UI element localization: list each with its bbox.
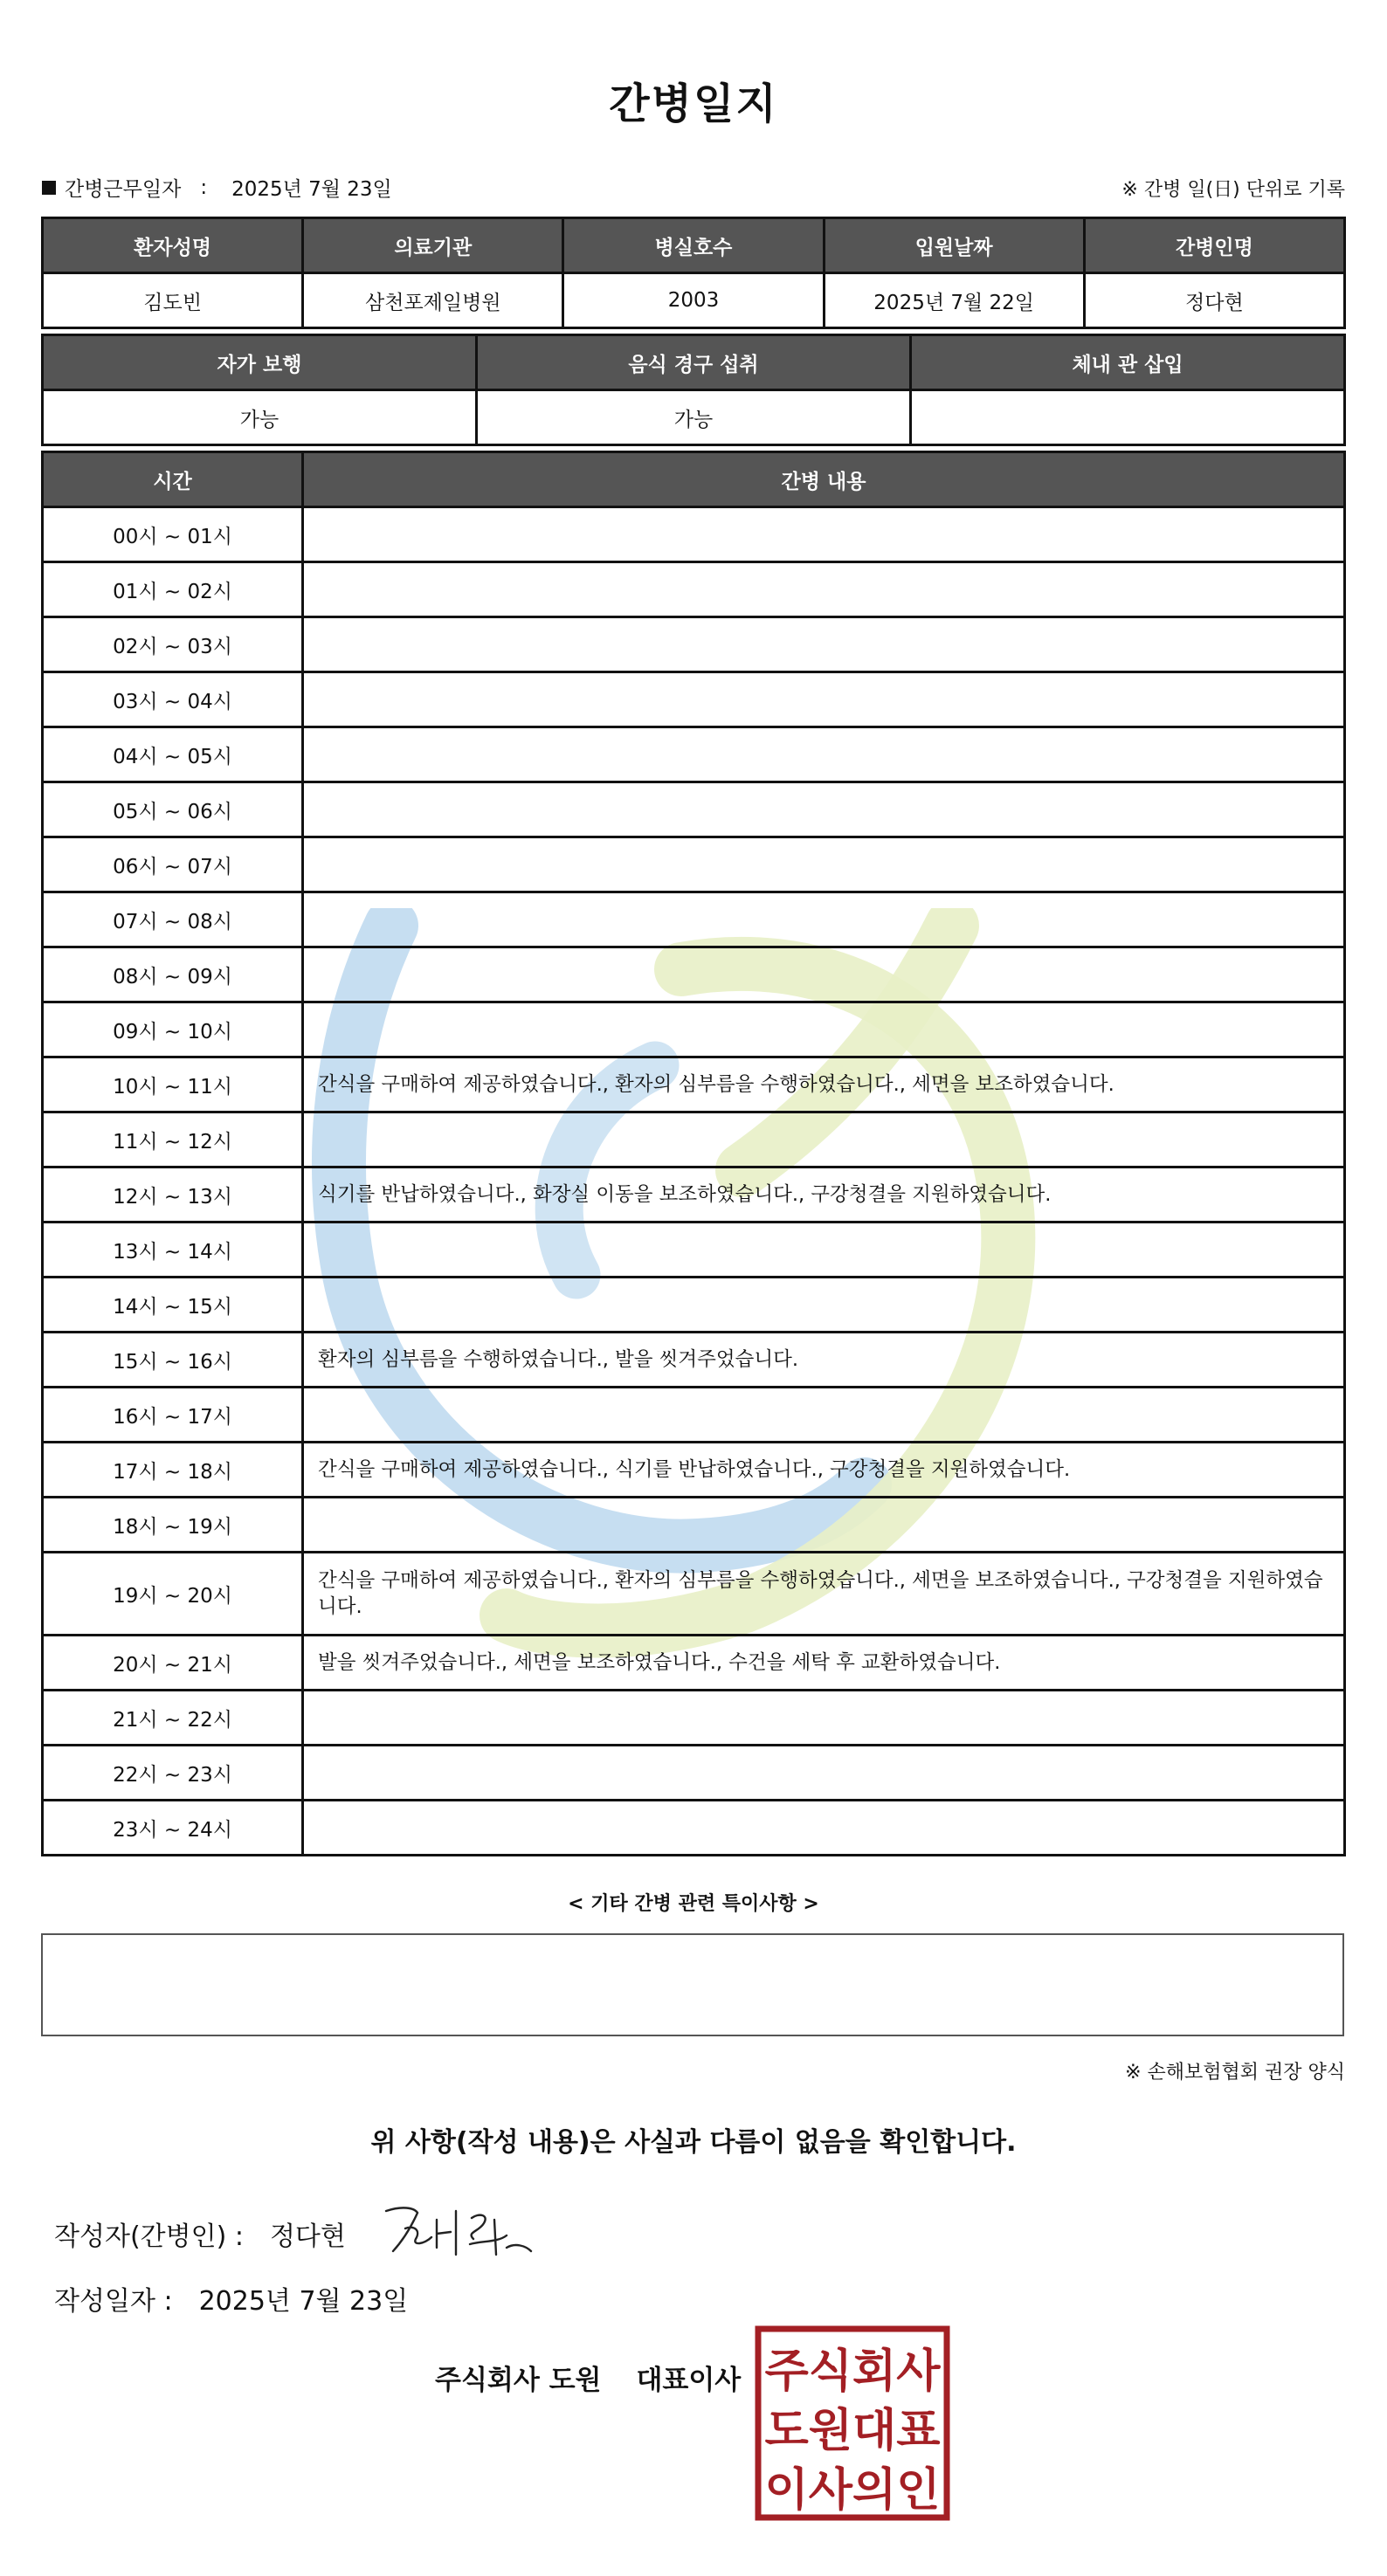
care-log-time: 04시 ~ 05시 (43, 727, 303, 782)
condition-header-row (43, 335, 1345, 390)
seal-line-3: 이사의인 (764, 2464, 941, 2517)
care-log-content (303, 672, 1345, 727)
care-log-time: 10시 ~ 11시 (43, 1057, 303, 1112)
care-log-row (43, 1278, 1345, 1333)
care-log-content (303, 1223, 1345, 1278)
care-log-row (43, 727, 1345, 782)
written-date-row (54, 2279, 408, 2318)
care-log-content (303, 1498, 1345, 1553)
care-log-time: 19시 ~ 20시 (43, 1553, 303, 1636)
condition-value-row (43, 390, 1345, 445)
tube-insertion-value (911, 390, 1345, 445)
company-name: 주식회사 도원 (435, 2365, 602, 2396)
care-log-time: 11시 ~ 12시 (43, 1112, 303, 1167)
header-patient-name: 환자성명 (43, 218, 303, 273)
patient-name-value: 김도빈 (43, 273, 303, 328)
care-log-content (303, 1112, 1345, 1167)
care-log-content (303, 947, 1345, 1002)
company-seal-stamp (755, 2325, 950, 2521)
care-log-time: 21시 ~ 22시 (43, 1691, 303, 1746)
seal-line-2: 도원대표 (764, 2405, 941, 2457)
care-log-content (303, 507, 1345, 562)
care-log-row (43, 1443, 1345, 1498)
care-log-content (303, 782, 1345, 837)
writer-row (54, 2214, 346, 2253)
care-log-time: 15시 ~ 16시 (43, 1333, 303, 1388)
care-log-row (43, 1057, 1345, 1112)
writer-label: 작성자(간병인) : (54, 2221, 244, 2252)
patient-info-table (41, 217, 1346, 329)
patient-info-header-row (43, 218, 1345, 273)
care-log-content (303, 1002, 1345, 1057)
hospital-value: 삼천포제일병원 (303, 273, 563, 328)
care-log-content: 간식을 구매하여 제공하였습니다., 식기를 반납하였습니다., 구강청결을 지원하였습니다. (303, 1443, 1345, 1498)
room-number-value: 2003 (563, 273, 824, 328)
care-log-row (43, 1002, 1345, 1057)
work-date-row (42, 173, 392, 202)
care-log-time: 23시 ~ 24시 (43, 1801, 303, 1856)
header-hospital: 의료기관 (303, 218, 563, 273)
care-log-content (303, 1691, 1345, 1746)
care-log-row (43, 1388, 1345, 1443)
confirmation-statement: 위 사항(작성 내용)은 사실과 다름이 없음을 확인합니다. (370, 2127, 1017, 2158)
care-log-time: 12시 ~ 13시 (43, 1167, 303, 1223)
written-date-value: 2025년 7월 23일 (198, 2286, 409, 2317)
admission-date-value: 2025년 7월 22일 (824, 273, 1084, 328)
care-log-time: 03시 ~ 04시 (43, 672, 303, 727)
remarks-box (41, 1933, 1344, 2036)
oral-intake-value: 가능 (477, 390, 911, 445)
header-time: 시간 (43, 452, 303, 507)
care-log-content (303, 562, 1345, 617)
care-log-content: 간식을 구매하여 제공하였습니다., 환자의 심부름을 수행하였습니다., 세면을 보조하였습니다. (303, 1057, 1345, 1112)
care-log-time: 14시 ~ 15시 (43, 1278, 303, 1333)
care-log-content (303, 1278, 1345, 1333)
recommendation-note: ※ 손해보험협회 권장 양식 (1125, 2062, 1345, 2084)
care-log-time: 22시 ~ 23시 (43, 1746, 303, 1801)
care-log-content (303, 892, 1345, 947)
handwritten-signature (376, 2194, 542, 2263)
care-log-content (303, 617, 1345, 672)
care-log-row (43, 1746, 1345, 1801)
care-log-row (43, 1801, 1345, 1856)
care-log-row (43, 672, 1345, 727)
care-log-time: 20시 ~ 21시 (43, 1636, 303, 1691)
care-log-time: 16시 ~ 17시 (43, 1388, 303, 1443)
care-log-header-row (43, 452, 1345, 507)
writer-name: 정다현 (269, 2221, 346, 2252)
patient-info-value-row (43, 273, 1345, 328)
care-log-row (43, 1112, 1345, 1167)
care-log-row (43, 1498, 1345, 1553)
header-tube-insertion: 체내 관 삽입 (911, 335, 1345, 390)
care-log-row (43, 892, 1345, 947)
care-log-row (43, 1223, 1345, 1278)
care-log-content (303, 837, 1345, 892)
care-log-row (43, 507, 1345, 562)
care-log-time: 01시 ~ 02시 (43, 562, 303, 617)
care-log-row (43, 837, 1345, 892)
care-log-time: 05시 ~ 06시 (43, 782, 303, 837)
remarks-title: < 기타 간병 관련 특이사항 > (568, 1893, 819, 1915)
header-caregiver-name: 간병인명 (1084, 218, 1344, 273)
care-log-time: 00시 ~ 01시 (43, 507, 303, 562)
care-log-row (43, 1333, 1345, 1388)
care-log-row (43, 617, 1345, 672)
company-rep-title: 대표이사 (636, 2365, 742, 2396)
care-log-content (303, 1801, 1345, 1856)
company-signoff (435, 2358, 741, 2397)
care-log-content (303, 727, 1345, 782)
care-log-row (43, 1691, 1345, 1746)
document-title: 간병일지 (609, 79, 778, 128)
header-oral-intake: 음식 경구 섭취 (477, 335, 911, 390)
header-admission-date: 입원날짜 (824, 218, 1084, 273)
work-date-separator: : (200, 176, 208, 199)
square-bullet-icon (42, 181, 56, 195)
header-room-number: 병실호수 (563, 218, 824, 273)
work-date-label: 간병근무일자 (65, 178, 182, 201)
care-log-time: 02시 ~ 03시 (43, 617, 303, 672)
caregiver-name-value: 정다현 (1084, 273, 1344, 328)
care-log-content (303, 1746, 1345, 1801)
care-log-row (43, 1636, 1345, 1691)
header-self-walking: 자가 보행 (43, 335, 477, 390)
seal-line-1: 주식회사 (764, 2345, 941, 2398)
care-log-time: 08시 ~ 09시 (43, 947, 303, 1002)
work-date-value: 2025년 7월 23일 (231, 178, 392, 201)
care-log-row (43, 1167, 1345, 1223)
record-unit-note: ※ 간병 일(日) 단위로 기록 (1121, 179, 1345, 201)
care-log-content: 간식을 구매하여 제공하였습니다., 환자의 심부름을 수행하였습니다., 세면을 보조하였습니다., 구강청결을 지원하였습니다. (303, 1553, 1345, 1636)
patient-condition-table (41, 334, 1346, 446)
care-log-time: 18시 ~ 19시 (43, 1498, 303, 1553)
care-log-content (303, 1388, 1345, 1443)
care-log-row (43, 947, 1345, 1002)
care-log-row (43, 782, 1345, 837)
care-log-content: 식기를 반납하였습니다., 화장실 이동을 보조하였습니다., 구강청결을 지원하였습니다. (303, 1167, 1345, 1223)
care-log-table (41, 451, 1346, 1856)
care-log-content: 환자의 심부름을 수행하였습니다., 발을 씻겨주었습니다. (303, 1333, 1345, 1388)
header-care-content: 간병 내용 (303, 452, 1345, 507)
care-log-body (43, 507, 1345, 1856)
written-date-label: 작성일자 : (54, 2286, 173, 2317)
care-log-row (43, 1553, 1345, 1636)
care-log-time: 17시 ~ 18시 (43, 1443, 303, 1498)
care-log-time: 13시 ~ 14시 (43, 1223, 303, 1278)
care-log-time: 07시 ~ 08시 (43, 892, 303, 947)
self-walking-value: 가능 (43, 390, 477, 445)
care-log-time: 09시 ~ 10시 (43, 1002, 303, 1057)
care-log-row (43, 562, 1345, 617)
care-log-content: 발을 씻겨주었습니다., 세면을 보조하였습니다., 수건을 세탁 후 교환하였습니다. (303, 1636, 1345, 1691)
care-log-time: 06시 ~ 07시 (43, 837, 303, 892)
